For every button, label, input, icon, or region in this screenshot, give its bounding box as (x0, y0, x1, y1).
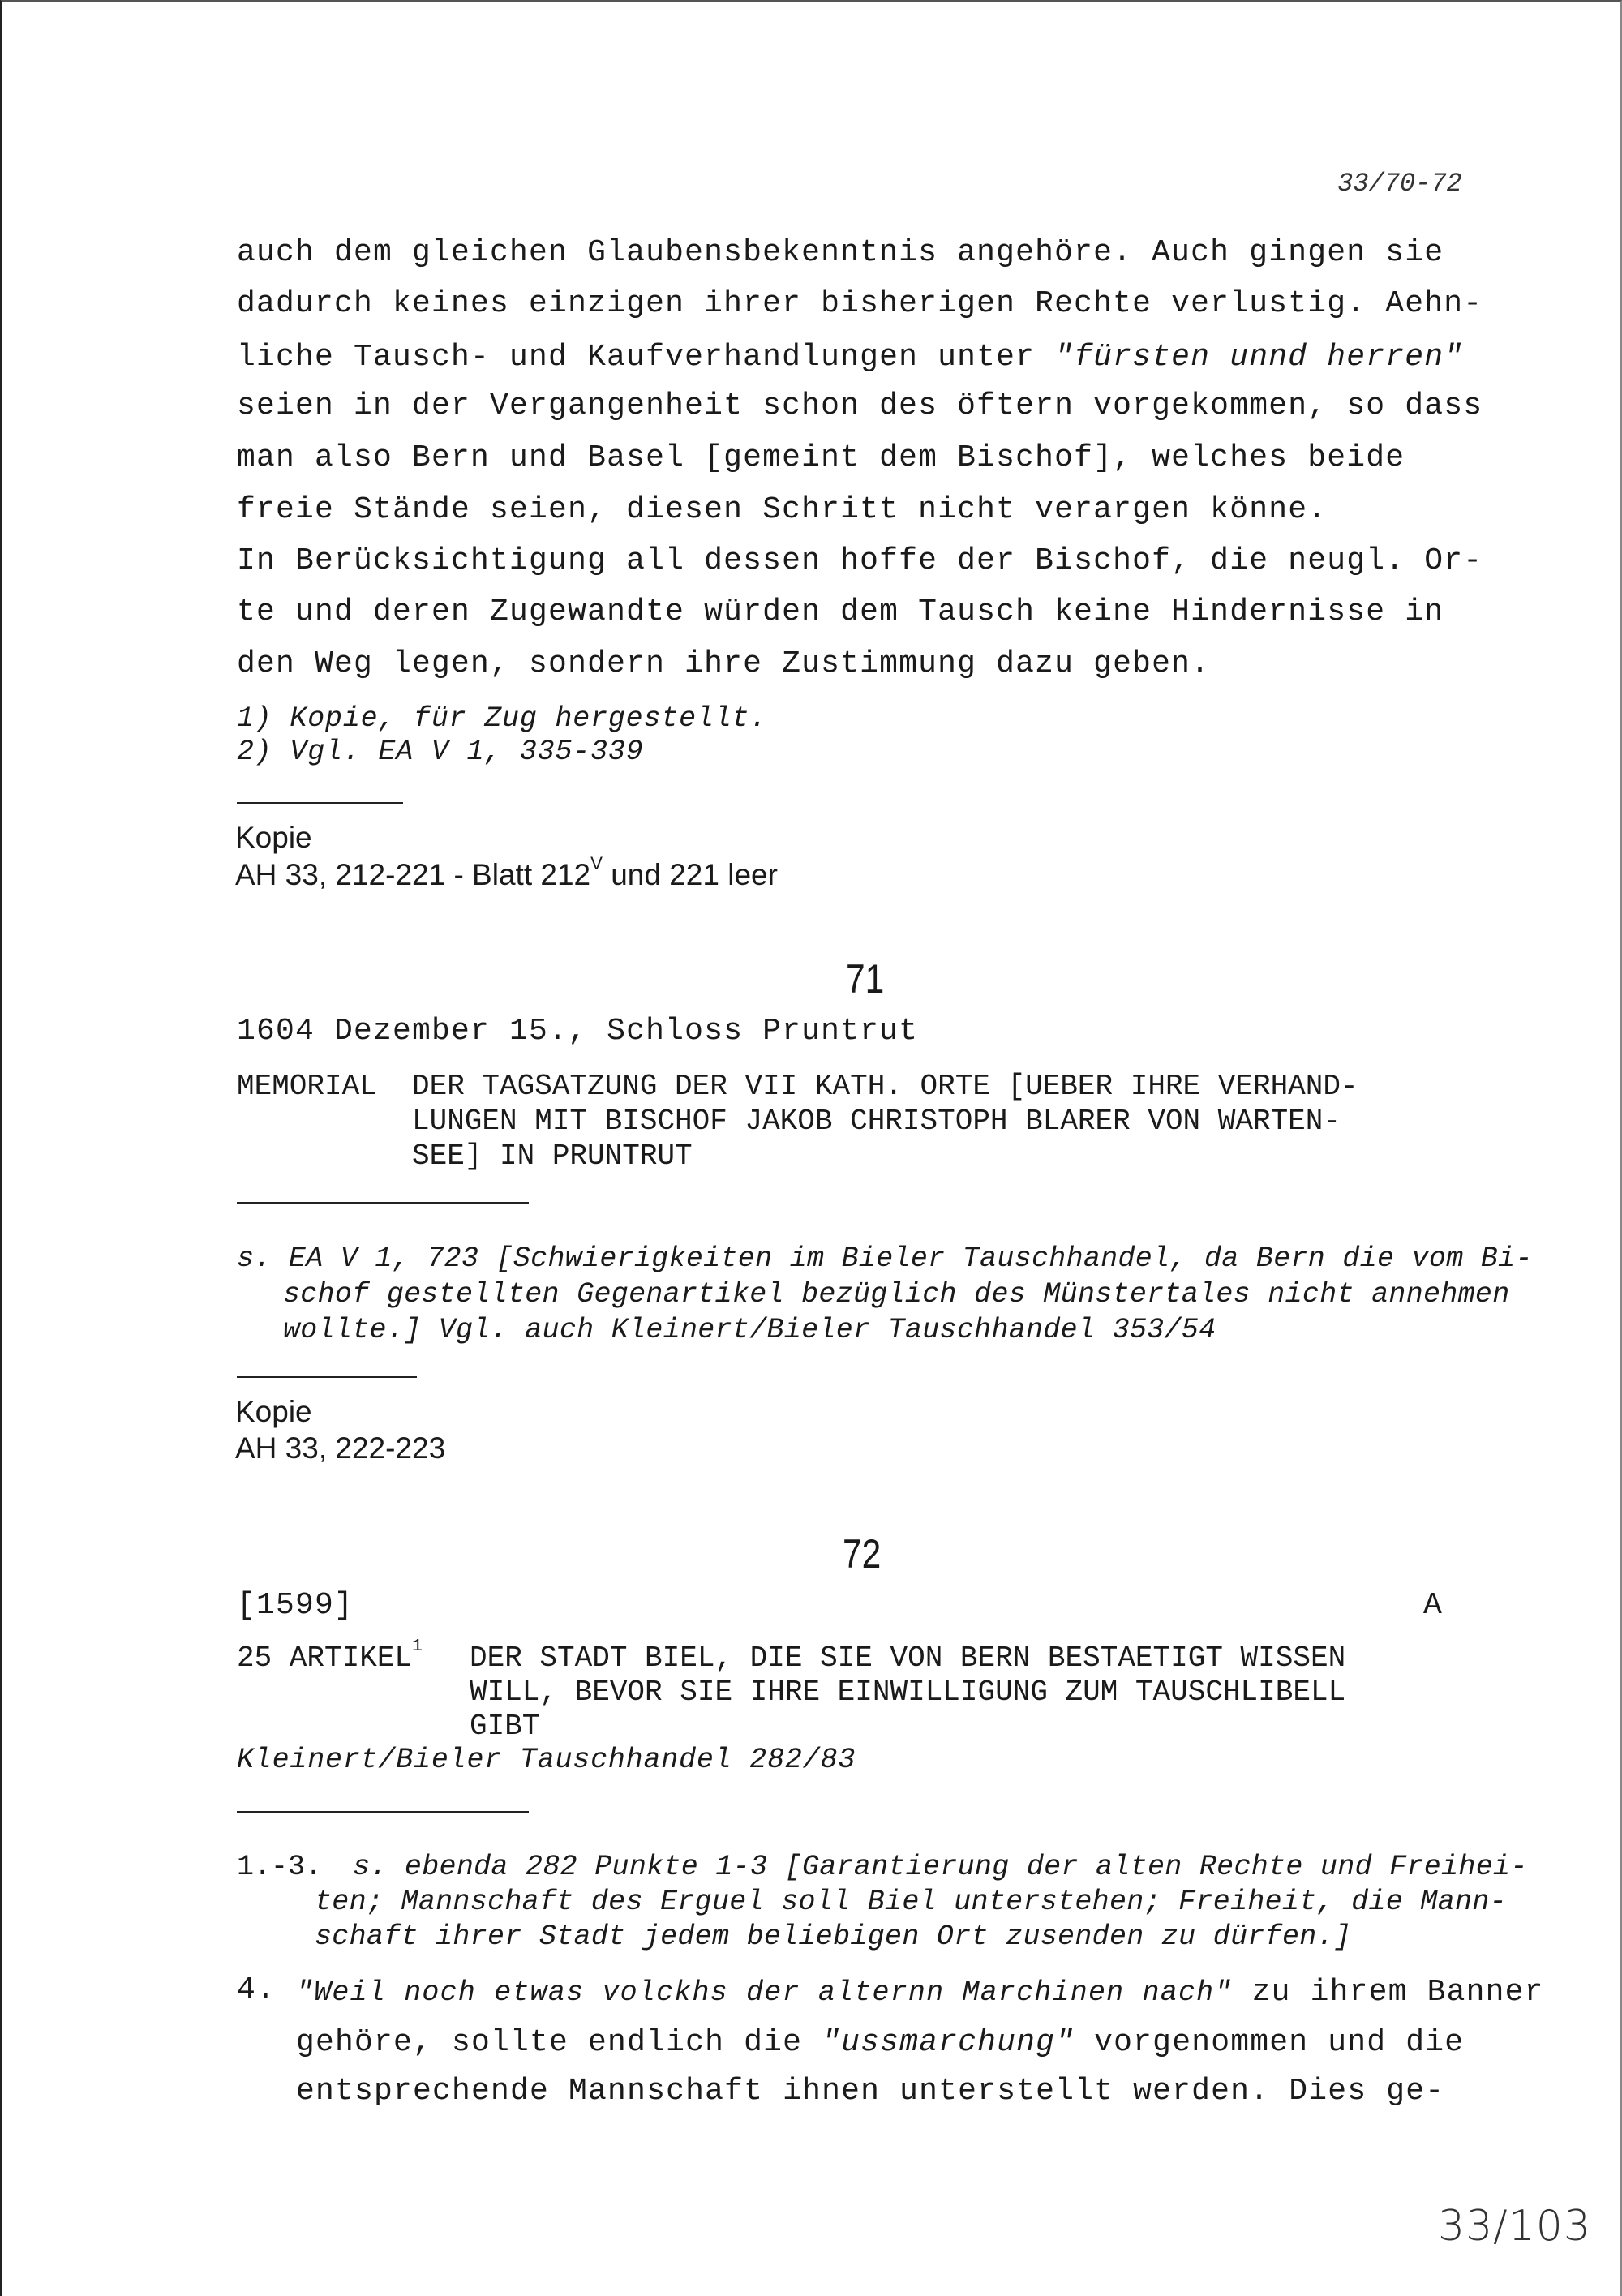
page-reference: 33/70-72 (1337, 169, 1462, 199)
document-number: 71 (846, 956, 885, 1002)
text-line: man also Bern und Basel [gemeint dem Bischof], welches beide (237, 440, 1405, 475)
document-title-line: WILL, BEVOR SIE IHRE EINWILLIGUNG ZUM TAUSCHLIBELL (470, 1676, 1346, 1709)
footnote: 2) Vgl. EA V 1, 335-339 (237, 736, 644, 768)
text-line: In Berücksichtigung all dessen hoffe der Bischof, die neugl. Or- (237, 543, 1483, 578)
text-segment: zu ihrem Banner (1232, 1975, 1544, 2010)
document-title-line: LUNGEN MIT BISCHOF JAKOB CHRISTOPH BLARER VON WARTEN- (412, 1105, 1341, 1138)
source-line (235, 853, 778, 892)
document-title-line: GIBT (470, 1710, 540, 1743)
footnote: 1) Kopie, für Zug hergestellt. (237, 702, 768, 735)
text-line: den Weg legen, sondern ihre Zustimmung dazu geben. (237, 646, 1211, 681)
point-text (296, 1972, 1544, 2010)
document-number: 72 (843, 1531, 882, 1577)
text-line: seien in der Vergangenheit schon des öftern vorgekommen, so dass (237, 388, 1483, 423)
point-label: 4. (237, 1972, 277, 2007)
title-label-text: 25 ARTIKEL (237, 1642, 413, 1675)
point-label: 1.-3. (237, 1851, 323, 1883)
text-segment: gehöre, sollte endlich die (296, 2025, 822, 2060)
separator-rule (237, 1376, 417, 1378)
quote-text: "ussmarchung" (822, 2025, 1075, 2060)
text-line (237, 337, 1463, 375)
version-marker: A (1423, 1588, 1444, 1623)
quote-text: "Weil noch etwas volckhs der alternn Marchinen nach" (296, 1976, 1233, 2009)
source-text: AH 33, 212-221 - Blatt 212 (235, 858, 591, 891)
point-text: entsprechende Mannschaft ihnen unterstellt werden. Dies ge- (296, 2074, 1445, 2109)
document-date: 1604 Dezember 15., Schloss Pruntrut (237, 1014, 919, 1049)
point-text: schaft ihrer Stadt jedem beliebigen Ort zusenden zu dürfen.] (315, 1920, 1352, 1953)
document-title-label: MEMORIAL (237, 1070, 377, 1103)
quote-text: "fürsten unnd herren" (1054, 340, 1464, 375)
document-title-label (237, 1637, 423, 1675)
document-title-line: DER STADT BIEL, DIE SIE VON BERN BESTAETIGT WISSEN (470, 1642, 1346, 1675)
note-line: s. EA V 1, 723 [Schwierigkeiten im Bieler Tauschhandel, da Bern die vom Bi- (237, 1242, 1533, 1275)
text-line: auch dem gleichen Glaubensbekenntnis angehöre. Auch gingen sie (237, 235, 1444, 270)
text-segment: liche Tausch- und Kaufverhandlungen unter (237, 340, 1055, 375)
copy-label: Kopie (235, 1395, 312, 1428)
note-line: wollte.] Vgl. auch Kleinert/Bieler Tauschhandel 353/54 (283, 1314, 1216, 1346)
text-line: te und deren Zugewandte würden dem Tausch keine Hindernisse in (237, 594, 1444, 629)
copy-label: Kopie (235, 821, 312, 854)
separator-rule (237, 1811, 529, 1813)
document-title-line: SEE] IN PRUNTRUT (412, 1139, 693, 1173)
document-date: [1599] (237, 1588, 354, 1623)
point-text: s. ebenda 282 Punkte 1-3 [Garantierung der alten Rechte und Freihei- (353, 1851, 1528, 1883)
source-text: und 221 leer (602, 858, 778, 891)
separator-rule (237, 802, 403, 804)
reference-line: Kleinert/Bieler Tauschhandel 282/83 (237, 1744, 856, 1776)
text-segment: vorgenommen und die (1075, 2025, 1465, 2060)
handwritten-page-mark: 33/103 (1438, 2202, 1591, 2251)
source-line: AH 33, 222-223 (235, 1431, 446, 1465)
footnote-mark: 1 (412, 1637, 423, 1656)
document-title-line: DER TAGSATZUNG DER VII KATH. ORTE [UEBER IHRE VERHAND- (412, 1070, 1358, 1103)
point-text: ten; Mannschaft des Erguel soll Biel unterstehen; Freiheit, die Mann- (315, 1886, 1507, 1918)
point-text (296, 2023, 1464, 2060)
note-line: schof gestellten Gegenartikel bezüglich des Münstertales nicht annehmen (283, 1278, 1510, 1311)
text-line: dadurch keines einzigen ihrer bisherigen Rechte verlustig. Aehn- (237, 286, 1483, 321)
text-line: freie Stände seien, diesen Schritt nicht verargen könne. (237, 492, 1328, 527)
separator-rule (237, 1202, 529, 1204)
verso-mark: V (590, 853, 603, 873)
